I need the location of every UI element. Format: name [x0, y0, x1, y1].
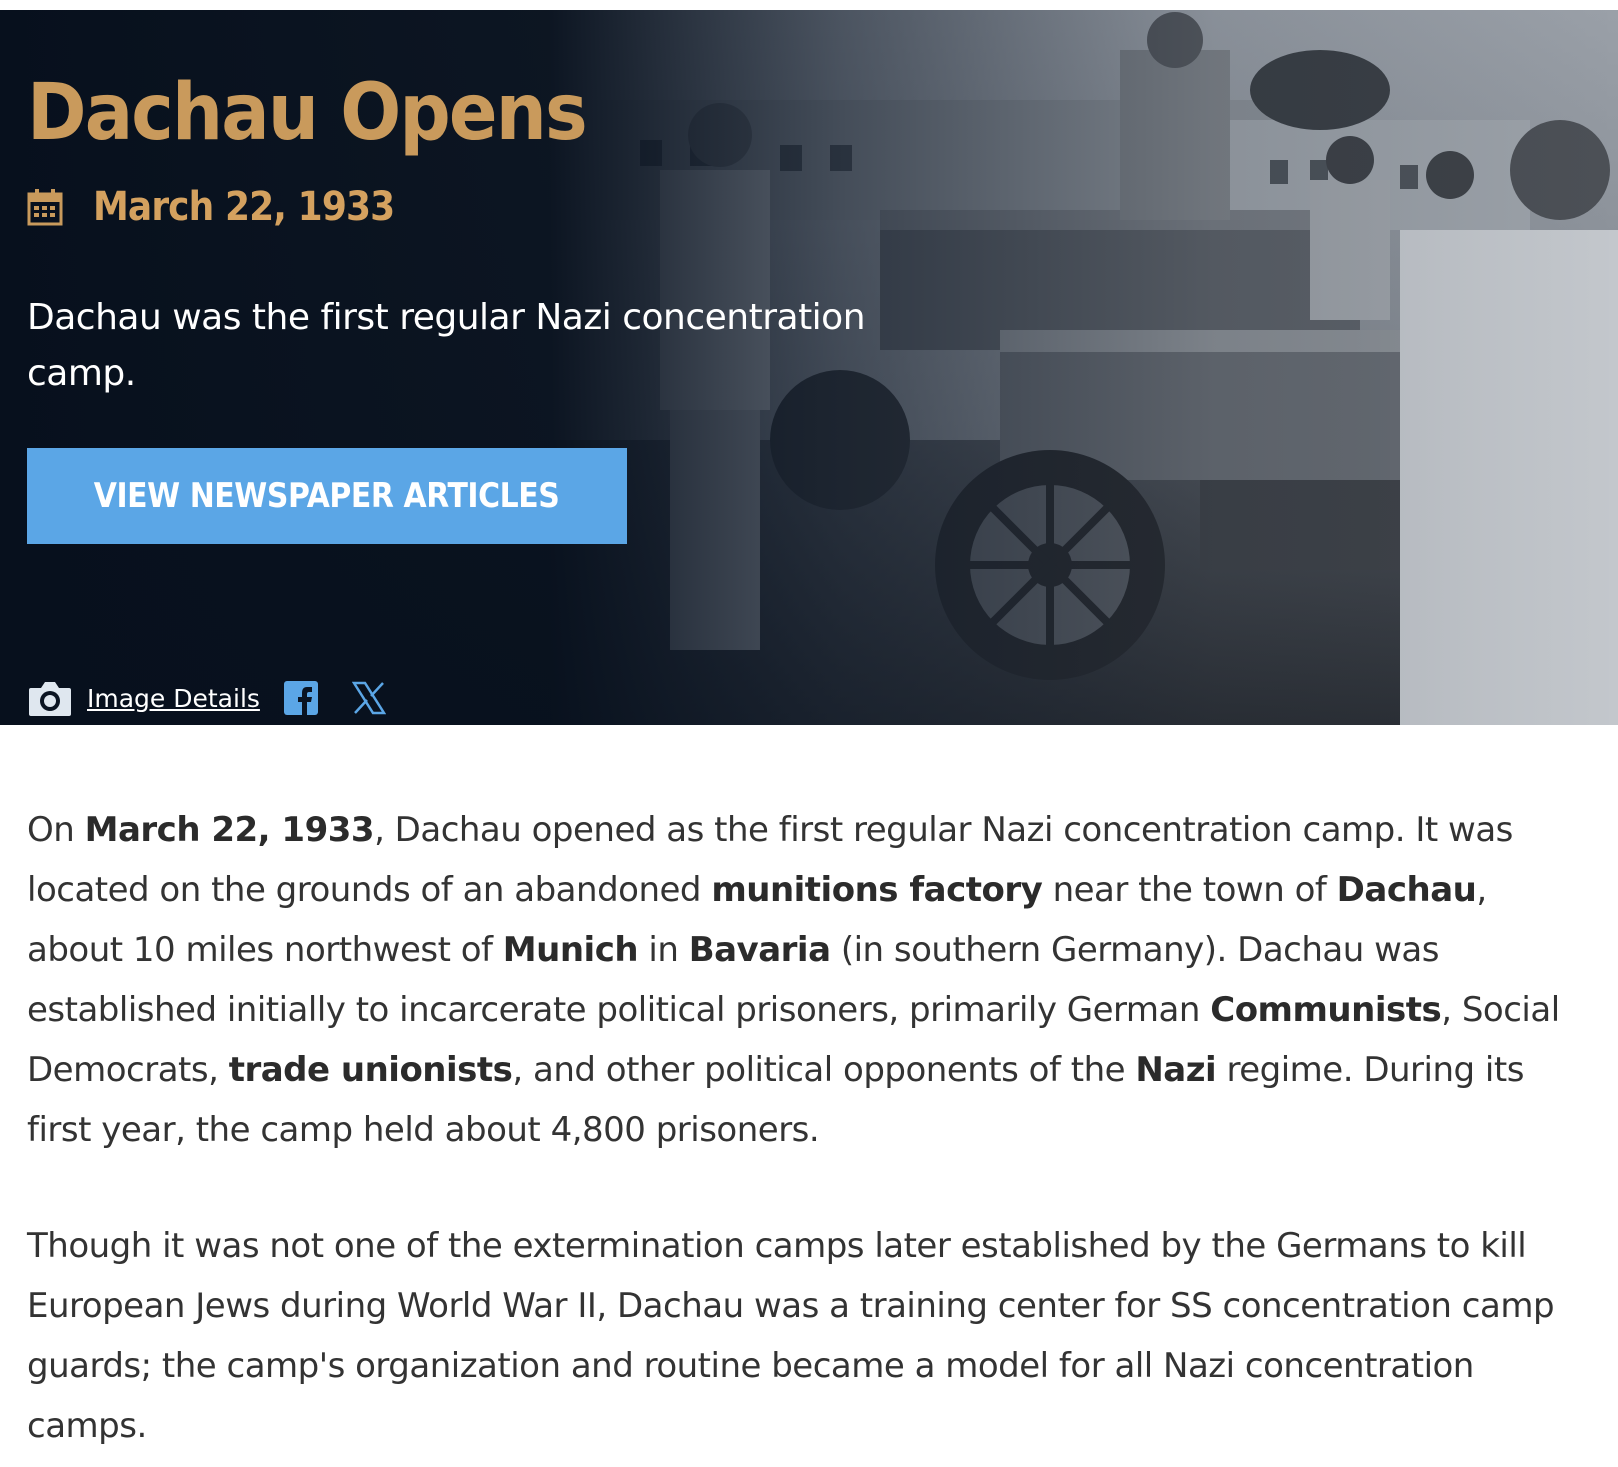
image-details-link[interactable]: Image Details: [87, 683, 260, 713]
text-run: in: [638, 930, 689, 970]
bold-term: munitions factory: [711, 870, 1043, 910]
top-strip: [0, 0, 1618, 10]
text-run: , Dachau opened as the first regular Nazi concentration camp. It was located on the grounds of an abandoned: [27, 810, 1513, 910]
lead-text: Dachau was the first regular Nazi concentration camp.: [27, 297, 866, 394]
view-newspaper-articles-button[interactable]: [27, 448, 627, 544]
article-paragraph-1: [27, 800, 1587, 1160]
article-paragraph-2: Though it was not one of the extermination camps later established by the Germans to kill European Jews during World War II, Dachau was a training center for SS concentration camp guards; the camp's organization and routine became a model for all Nazi concentration camps.: [27, 1226, 1555, 1446]
bold-term: Communists: [1210, 990, 1442, 1030]
bold-term: Munich: [502, 930, 639, 970]
text-run: , about 10 miles northwest of: [27, 870, 1487, 970]
hero-banner: [0, 10, 1618, 725]
image-meta-row: [27, 674, 386, 722]
text-run: On: [27, 810, 85, 850]
bold-term: Bavaria: [688, 930, 831, 970]
text-run: near the town of: [1042, 870, 1337, 910]
article-body: [27, 800, 1587, 1456]
cta-label: VIEW NEWSPAPER ARTICLES: [94, 476, 560, 516]
page-title: Dachau Opens: [27, 68, 586, 158]
camera-icon[interactable]: [27, 678, 73, 718]
bold-term: Dachau: [1336, 870, 1477, 910]
x-icon[interactable]: [352, 681, 386, 715]
bold-term: Nazi: [1135, 1050, 1217, 1090]
facebook-icon[interactable]: [284, 681, 318, 715]
text-run: regime. During its first year, the camp held about 4,800 prisoners.: [27, 1050, 1524, 1150]
text-run: , and other political opponents of the: [512, 1050, 1136, 1090]
event-date: March 22, 1933: [93, 184, 395, 230]
bold-term: trade unionists: [228, 1050, 513, 1090]
calendar-icon: [27, 188, 63, 226]
text-run: (in southern Germany). Dachau was established initially to incarcerate political prisoners, primarily German: [27, 930, 1439, 1030]
date-row: [27, 182, 428, 232]
text-run: , Social Democrats,: [27, 990, 1560, 1090]
bold-term: March 22, 1933: [84, 810, 375, 850]
